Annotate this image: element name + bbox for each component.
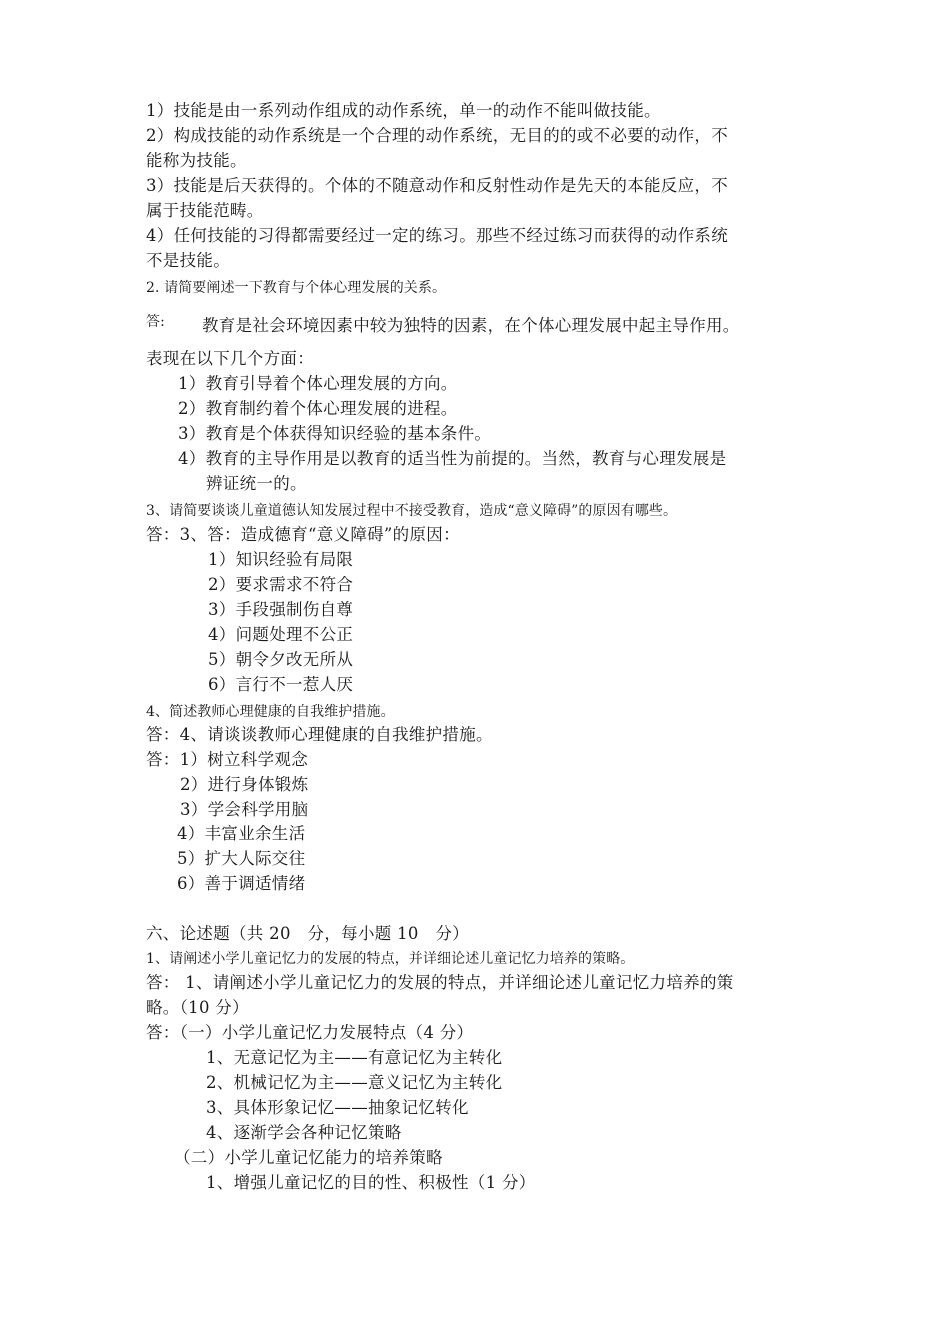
essay-answer-1-item-2: 2、机械记忆为主——意义记忆为主转化 [206, 1073, 503, 1092]
answer-4-item-5: 5）扩大人际交往 [177, 849, 306, 868]
skill-point-2: 2）构成技能的动作系统是一个合理的动作系统，无目的的或不必要的动作，不 [146, 126, 728, 145]
answer-2-item-3: 3）教育是个体获得知识经验的基本条件。 [178, 424, 492, 443]
essay-question-1: 1、请阐述小学儿童记忆力的发展的特点，并详细论述儿童记忆力培养的策略。 [146, 951, 635, 967]
skill-point-4: 4）任何技能的习得都需要经过一定的练习。那些不经过练习而获得的动作系统 [146, 226, 728, 245]
answer-2-item-2: 2）教育制约着个体心理发展的进程。 [178, 399, 458, 418]
answer-label-2: 答: [146, 314, 165, 330]
answer-3-item-1: 1）知识经验有局限 [208, 550, 354, 569]
answer-3-item-4: 4）问题处理不公正 [208, 625, 354, 644]
essay-answer-part-2: （二）小学儿童记忆能力的培养策略 [174, 1148, 443, 1167]
question-2: 2. 请简要阐述一下教育与个体心理发展的关系。 [146, 280, 447, 296]
answer-4-restate: 答：4、请谈谈教师心理健康的自我维护措施。 [146, 725, 493, 744]
answer-3-item-5: 5）朝令夕改无所从 [208, 650, 354, 669]
essay-answer-restate-cont: 略。（10 分） [146, 998, 249, 1017]
skill-point-3: 3）技能是后天获得的。个体的不随意动作和反射性动作是先天的本能反应，不 [146, 176, 728, 195]
skill-point-1: 1）技能是由一系列动作组成的动作系统，单一的动作不能叫做技能。 [146, 101, 661, 120]
answer-4-item-2: 2）进行身体锻炼 [180, 775, 309, 794]
skill-point-3-cont: 属于技能范畴。 [146, 201, 264, 220]
essay-answer-1-item-4: 4、逐渐学会各种记忆策略 [206, 1123, 402, 1142]
answer-4-item-4: 4）丰富业余生活 [177, 824, 306, 843]
question-3: 3、请简要谈谈儿童道德认知发展过程中不接受教育，造成“意义障碍”的原因有哪些。 [146, 503, 678, 519]
essay-answer-1-item-1: 1、无意记忆为主——有意记忆为主转化 [206, 1048, 503, 1067]
answer-4-item-3: 3）学会科学用脑 [180, 800, 309, 819]
answer-3-intro: 答：3、答：造成德育“意义障碍”的原因： [146, 525, 460, 544]
answer-2-intro: 教育是社会环境因素中较为独特的因素，在个体心理发展中起主导作用。 [202, 316, 740, 335]
essay-answer-part-1: 答：（一）小学儿童记忆力发展特点（4 分） [146, 1023, 474, 1042]
answer-2-item-4: 4）教育的主导作用是以教育的适当性为前提的。当然，教育与心理发展是 [178, 449, 727, 468]
answer-3-item-6: 6）言行不一惹人厌 [208, 675, 354, 694]
essay-answer-2-item-1: 1、增强儿童记忆的目的性、积极性（1 分） [206, 1173, 536, 1192]
answer-3-item-2: 2）要求需求不符合 [208, 575, 354, 594]
essay-answer-1-item-3: 3、具体形象记忆——抽象记忆转化 [206, 1098, 469, 1117]
essay-answer-restate: 答： 1、请阐述小学儿童记忆力的发展的特点，并详细论述儿童记忆力培养的策 [146, 973, 734, 992]
answer-2-item-4-cont: 辨证统一的。 [206, 474, 307, 493]
answer-2-aspects: 表现在以下几个方面： [146, 349, 314, 368]
skill-point-2-cont: 能称为技能。 [146, 151, 247, 170]
answer-4-item-1: 答：1）树立科学观念 [146, 750, 308, 769]
answer-4-item-6: 6）善于调适情绪 [177, 874, 306, 893]
section-6-heading: 六、论述题（共 20 分，每小题 10 分） [146, 924, 470, 943]
skill-point-4-cont: 不是技能。 [146, 251, 230, 270]
answer-3-item-3: 3）手段强制伤自尊 [208, 600, 354, 619]
question-4: 4、简述教师心理健康的自我维护措施。 [146, 704, 395, 720]
answer-2-item-1: 1）教育引导着个体心理发展的方向。 [178, 374, 458, 393]
